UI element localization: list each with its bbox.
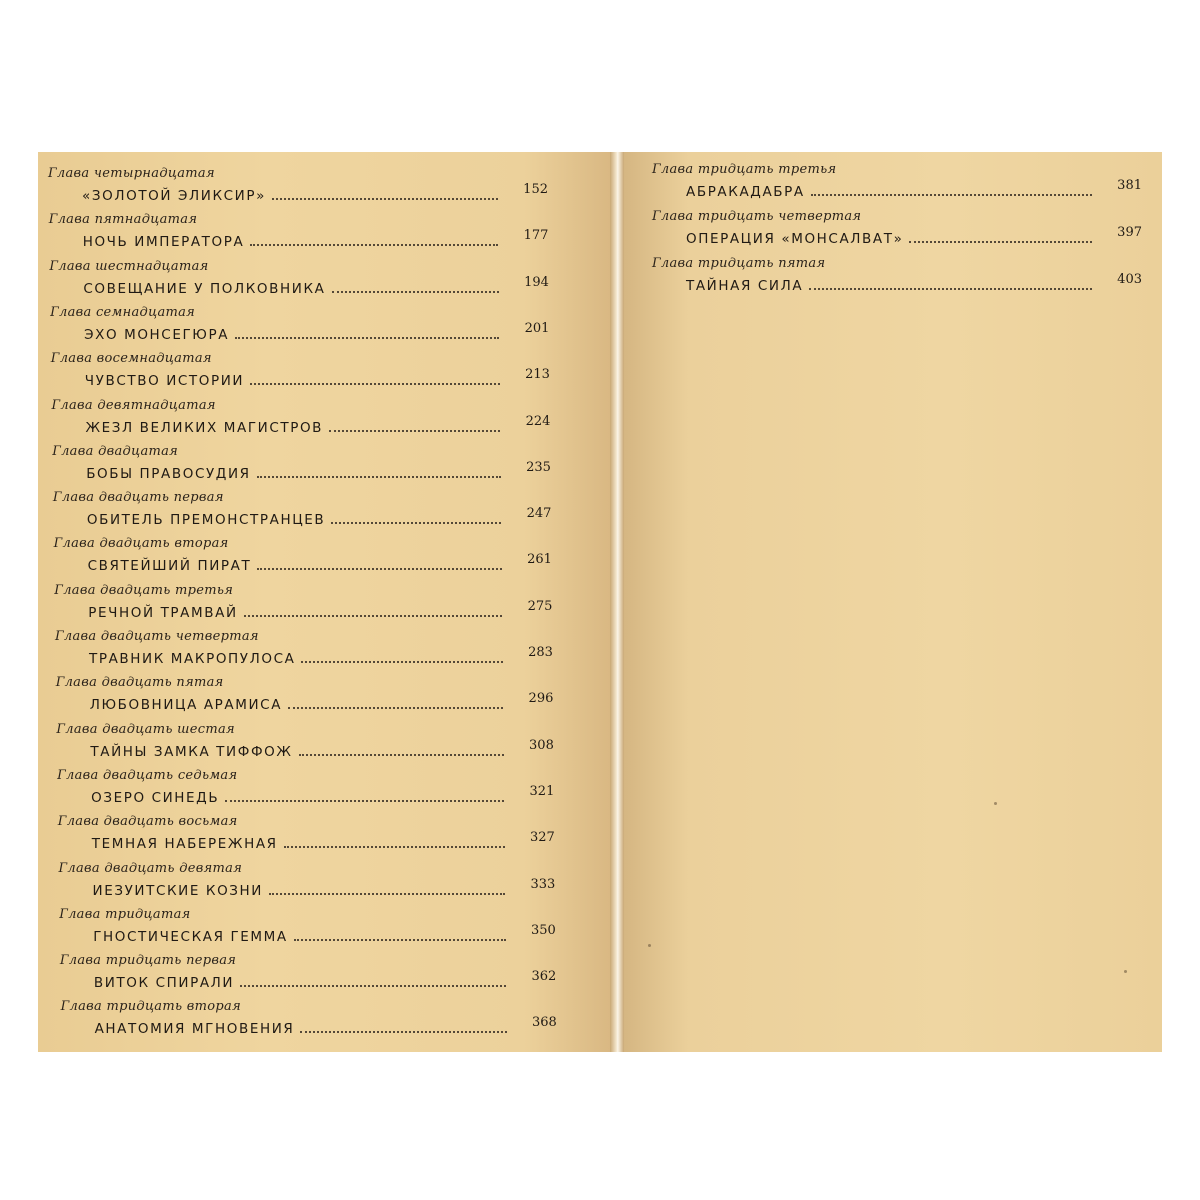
page-number: 327 (530, 830, 555, 846)
paper-speck (648, 944, 651, 947)
chapter-title-line (84, 323, 505, 343)
toc-entry (56, 722, 553, 766)
dot-leader (301, 661, 502, 663)
chapter-title-line (88, 601, 508, 621)
toc-entry (52, 398, 551, 442)
chapter-title: ИЕЗУИТСКИЕ КОЗНИ (92, 882, 264, 899)
chapter-title-line (83, 277, 505, 297)
dot-leader (288, 707, 503, 709)
toc-entry (59, 907, 556, 951)
chapter-title-line (93, 925, 512, 945)
chapter-label: Глава двадцать шестая (56, 721, 235, 737)
toc-entry (56, 675, 554, 719)
dot-leader (250, 383, 500, 385)
page-number: 213 (525, 367, 550, 383)
page-number: 368 (531, 1015, 557, 1031)
dot-leader (240, 985, 506, 987)
chapter-title: ОБИТЕЛЬ ПРЕМОНСТРАНЦЕВ (86, 512, 326, 529)
chapter-title: ТЕМНАЯ НАБЕРЕЖНАЯ (91, 836, 278, 853)
chapter-title: ОПЕРАЦИЯ «МОНСАЛВАТ» (686, 231, 904, 247)
page-number: 224 (525, 413, 551, 429)
chapter-label: Глава двадцать восьмая (57, 814, 238, 830)
chapter-title-line (92, 832, 511, 852)
chapter-title-line (86, 416, 507, 436)
toc-entry (58, 814, 555, 858)
book-gutter (610, 152, 624, 1052)
chapter-title: «ЗОЛОТОЙ ЭЛИКСИР» (82, 188, 266, 204)
paper-speck (994, 802, 997, 805)
chapter-label: Глава тридцать первая (59, 953, 237, 969)
chapter-title: РЕЧНОЙ ТРАМВАЙ (88, 604, 238, 621)
chapter-title: ТРАВНИК МАКРОПУЛОСА (89, 651, 296, 667)
dot-leader (235, 337, 499, 339)
chapter-title-line (82, 184, 504, 204)
chapter-label: Глава тридцать пятая (652, 256, 826, 271)
dot-leader (909, 241, 1092, 243)
chapter-label: Глава тридцать третья (652, 162, 837, 177)
chapter-title: НОЧЬ ИМПЕРАТОРА (82, 234, 245, 251)
dot-leader (331, 522, 501, 524)
dot-leader (329, 430, 500, 432)
toc-entry (652, 162, 1142, 206)
chapter-label: Глава двадцать первая (52, 490, 224, 506)
chapter-title-line (686, 227, 1098, 247)
toc-entry (48, 166, 548, 210)
toc-entry (53, 490, 552, 534)
chapter-label: Глава тридцать вторая (60, 999, 241, 1015)
chapter-label: Глава двадцать четвертая (55, 629, 259, 644)
dot-leader (284, 846, 505, 848)
chapter-title: АНАТОМИЯ МГНОВЕНИЯ (94, 1021, 295, 1038)
page-number: 321 (529, 783, 555, 799)
dot-leader (244, 615, 503, 617)
dot-leader (299, 754, 504, 756)
dot-leader (257, 568, 502, 570)
chapter-title-line (90, 693, 510, 713)
dot-leader (294, 939, 506, 941)
page-number: 247 (526, 506, 552, 522)
toc-entry (59, 861, 556, 905)
toc-entry (50, 305, 549, 349)
dot-leader (250, 244, 498, 246)
toc-entry (49, 212, 549, 256)
chapter-label: Глава двадцать третья (54, 582, 234, 598)
chapter-title: СОВЕЩАНИЕ У ПОЛКОВНИКА (83, 280, 326, 297)
page-number: 283 (528, 645, 553, 660)
chapter-title-line (87, 508, 508, 528)
chapter-label: Глава восемнадцатая (50, 351, 212, 367)
chapter-title-line (686, 180, 1098, 200)
chapter-title-line (94, 971, 512, 991)
dot-leader (272, 198, 498, 200)
right-page (624, 152, 1162, 1052)
chapter-title: ТАЙНАЯ СИЛА (686, 278, 804, 294)
chapter-label: Глава тридцать четвертая (652, 209, 862, 224)
chapter-title-line (95, 1017, 513, 1037)
chapter-label: Глава двадцать девятая (58, 860, 243, 876)
page-number: 177 (523, 228, 549, 244)
toc-entry (61, 999, 557, 1043)
chapter-label: Глава девятнадцатая (51, 397, 216, 413)
page-number: 381 (1117, 178, 1142, 193)
chapter-title: ЭХО МОНСЕГЮРА (84, 326, 230, 343)
chapter-title-line (86, 462, 507, 482)
toc-entry (51, 351, 550, 395)
page-number: 275 (527, 598, 553, 614)
chapter-label: Глава тридцатая (59, 906, 191, 922)
page-number: 194 (524, 274, 549, 290)
page-number: 201 (524, 320, 550, 336)
chapter-label: Глава четырнадцатая (48, 166, 215, 181)
dot-leader (257, 476, 501, 478)
dot-leader (811, 194, 1092, 196)
page-number: 296 (528, 691, 554, 707)
page-number: 403 (1117, 272, 1142, 287)
chapter-title-line (90, 740, 509, 760)
chapter-title-line (85, 369, 506, 389)
toc-entry (49, 259, 549, 303)
chapter-title-line (686, 274, 1098, 294)
dot-leader (300, 1031, 506, 1033)
page-number: 235 (526, 459, 551, 475)
chapter-title: ТАЙНЫ ЗАМКА ТИФФОЖ (90, 743, 293, 760)
dot-leader (809, 288, 1092, 290)
chapter-label: Глава двадцать вторая (53, 536, 229, 552)
dot-leader (225, 800, 504, 802)
toc-entry (52, 444, 551, 488)
dot-leader (269, 893, 505, 895)
page-number: 362 (531, 969, 557, 985)
chapter-title-line (91, 786, 510, 806)
page-number: 350 (530, 922, 556, 938)
chapter-title: ЖЕЗЛ ВЕЛИКИХ МАГИСТРОВ (85, 419, 324, 436)
chapter-label: Глава пятнадцатая (48, 212, 198, 228)
chapter-title: БОБЫ ПРАВОСУДИЯ (86, 465, 251, 482)
chapter-label: Глава двадцать седьмая (57, 767, 238, 783)
page-number: 397 (1117, 225, 1142, 240)
chapter-title: ЧУВСТВО ИСТОРИИ (84, 373, 245, 390)
page-number: 333 (530, 876, 556, 892)
book-spread (38, 152, 1162, 1052)
toc-entry (652, 209, 1142, 253)
chapter-title-line (93, 879, 512, 899)
left-page (38, 152, 610, 1052)
toc-entry (652, 256, 1142, 300)
chapter-title: ЛЮБОВНИЦА АРАМИСА (89, 697, 283, 714)
chapter-title-line (89, 647, 509, 667)
chapter-title: АБРАКАДАБРА (686, 184, 805, 200)
toc-entry (54, 583, 552, 627)
chapter-title: ОЗЕРО СИНЕДЬ (91, 789, 220, 806)
toc-entry (60, 953, 556, 997)
chapter-label: Глава семнадцатая (50, 304, 196, 320)
dot-leader (332, 291, 499, 293)
chapter-title: ГНОСТИЧЕСКАЯ ГЕММА (93, 928, 288, 945)
page-number: 152 (523, 182, 548, 197)
toc-entry (54, 536, 552, 580)
paper-speck (1124, 970, 1127, 973)
chapter-label: Глава шестнадцатая (49, 258, 209, 274)
chapter-title-line (83, 230, 505, 250)
chapter-label: Глава двадцатая (52, 443, 179, 459)
chapter-title: СВЯТЕЙШИЙ ПИРАТ (87, 558, 252, 575)
toc-entry (55, 629, 553, 673)
page-number: 308 (529, 737, 554, 753)
chapter-title-line (88, 554, 508, 574)
toc-entry (57, 768, 554, 812)
page-number: 261 (527, 552, 552, 568)
chapter-label: Глава двадцать пятая (55, 675, 224, 691)
chapter-title: ВИТОК СПИРАЛИ (93, 975, 235, 992)
